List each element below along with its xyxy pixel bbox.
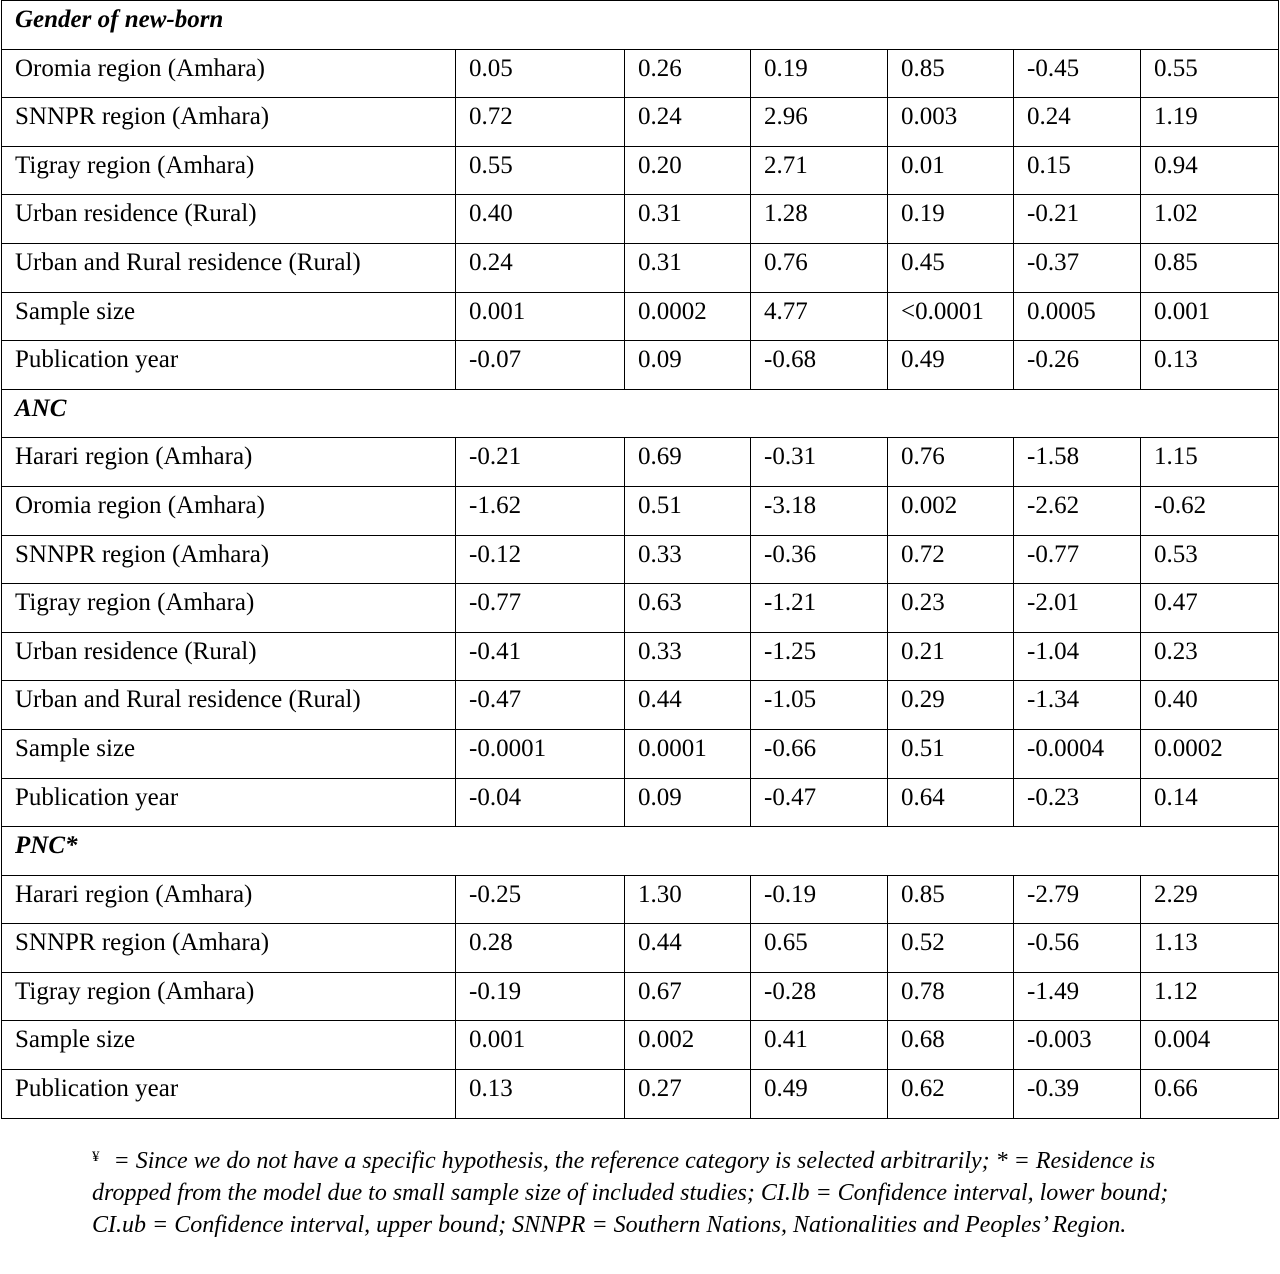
table-cell: 0.85 xyxy=(1141,243,1279,292)
table-cell: 0.68 xyxy=(888,1021,1014,1070)
row-label: Tigray region (Amhara) xyxy=(2,146,456,195)
table-cell: 0.15 xyxy=(1014,146,1141,195)
table-cell: -0.23 xyxy=(1014,778,1141,827)
section-title: Gender of new-born xyxy=(2,1,1279,50)
table-cell: 0.002 xyxy=(888,486,1014,535)
table-cell: 0.23 xyxy=(888,584,1014,633)
table-cell: 0.33 xyxy=(625,535,751,584)
table-cell: -0.68 xyxy=(751,341,888,390)
table-cell: 0.31 xyxy=(625,195,751,244)
table-row xyxy=(2,729,1279,778)
table-cell: 0.49 xyxy=(888,341,1014,390)
row-label: SNNPR region (Amhara) xyxy=(2,535,456,584)
table-row xyxy=(2,292,1279,341)
table-cell: 0.49 xyxy=(751,1070,888,1119)
table-cell: 0.41 xyxy=(751,1021,888,1070)
section-header-row xyxy=(2,389,1279,438)
table-row xyxy=(2,49,1279,98)
table-cell: -0.37 xyxy=(1014,243,1141,292)
table-cell: 0.67 xyxy=(625,972,751,1021)
table-row xyxy=(2,535,1279,584)
table-cell: 0.45 xyxy=(888,243,1014,292)
table-cell: 0.26 xyxy=(625,49,751,98)
row-label: Publication year xyxy=(2,341,456,390)
table-cell: -3.18 xyxy=(751,486,888,535)
table-row xyxy=(2,195,1279,244)
regression-table xyxy=(1,0,1279,1119)
table-cell: 0.19 xyxy=(888,195,1014,244)
table-row xyxy=(2,875,1279,924)
table-footnote xyxy=(92,1145,1192,1241)
table-cell: 0.76 xyxy=(888,438,1014,487)
table-cell: 1.19 xyxy=(1141,98,1279,147)
table-cell: 0.002 xyxy=(625,1021,751,1070)
table-cell: -1.25 xyxy=(751,632,888,681)
table-cell: 0.85 xyxy=(888,49,1014,98)
row-label: Sample size xyxy=(2,292,456,341)
table-cell: -0.36 xyxy=(751,535,888,584)
table-cell: 0.40 xyxy=(456,195,625,244)
row-label: SNNPR region (Amhara) xyxy=(2,924,456,973)
row-label: Publication year xyxy=(2,778,456,827)
section-header-row xyxy=(2,1,1279,50)
table-row xyxy=(2,681,1279,730)
table-cell: 0.63 xyxy=(625,584,751,633)
table-cell: -0.21 xyxy=(456,438,625,487)
table-cell: -0.04 xyxy=(456,778,625,827)
table-cell: -1.21 xyxy=(751,584,888,633)
table-row xyxy=(2,98,1279,147)
table-cell: 0.13 xyxy=(1141,341,1279,390)
table-row xyxy=(2,341,1279,390)
table-cell: 0.27 xyxy=(625,1070,751,1119)
table-cell: -1.34 xyxy=(1014,681,1141,730)
table-cell: -0.56 xyxy=(1014,924,1141,973)
table-cell: 0.01 xyxy=(888,146,1014,195)
table-cell: 0.003 xyxy=(888,98,1014,147)
table-cell: 0.31 xyxy=(625,243,751,292)
row-label: Harari region (Amhara) xyxy=(2,438,456,487)
table-cell: 1.28 xyxy=(751,195,888,244)
table-cell: 0.51 xyxy=(888,729,1014,778)
row-label: Urban residence (Rural) xyxy=(2,195,456,244)
table-row xyxy=(2,632,1279,681)
table-cell: 2.96 xyxy=(751,98,888,147)
table-cell: 0.66 xyxy=(1141,1070,1279,1119)
table-cell: 0.001 xyxy=(1141,292,1279,341)
footnote-text: = Since we do not have a specific hypothesis, the reference category is selected arbitrarily; * = Residence is dropped from the model due to small sample size of included studies; CI.lb = Confidence interval, lower bound; CI.ub = Confidence interval, upper bound; SNNPR = Southern Nations, Nationalities and Peoples’ Region. xyxy=(92,1148,1169,1238)
table-row xyxy=(2,584,1279,633)
table-cell: 0.0002 xyxy=(1141,729,1279,778)
section-title: PNC* xyxy=(2,827,1279,876)
row-label: Publication year xyxy=(2,1070,456,1119)
table-cell: 0.0001 xyxy=(625,729,751,778)
table-cell: 0.65 xyxy=(751,924,888,973)
table-cell: -0.25 xyxy=(456,875,625,924)
table-cell: 0.69 xyxy=(625,438,751,487)
table-cell: 0.05 xyxy=(456,49,625,98)
table-cell: -1.62 xyxy=(456,486,625,535)
table-cell: 0.004 xyxy=(1141,1021,1279,1070)
table-cell: -0.0004 xyxy=(1014,729,1141,778)
table-cell: -0.19 xyxy=(751,875,888,924)
table-cell: -0.62 xyxy=(1141,486,1279,535)
table-cell: 1.15 xyxy=(1141,438,1279,487)
row-label: Oromia region (Amhara) xyxy=(2,486,456,535)
table-cell: -1.04 xyxy=(1014,632,1141,681)
table-cell: -2.01 xyxy=(1014,584,1141,633)
table-cell: 2.71 xyxy=(751,146,888,195)
table-cell: -0.47 xyxy=(456,681,625,730)
table-cell: -0.45 xyxy=(1014,49,1141,98)
table-cell: 0.24 xyxy=(456,243,625,292)
table-cell: 0.33 xyxy=(625,632,751,681)
table-cell: -0.41 xyxy=(456,632,625,681)
table-cell: 0.78 xyxy=(888,972,1014,1021)
table-cell: -0.19 xyxy=(456,972,625,1021)
table-cell: 0.24 xyxy=(625,98,751,147)
table-cell: -1.05 xyxy=(751,681,888,730)
table-cell: 0.13 xyxy=(456,1070,625,1119)
row-label: Urban and Rural residence (Rural) xyxy=(2,243,456,292)
table-cell: -1.58 xyxy=(1014,438,1141,487)
table-cell: 0.85 xyxy=(888,875,1014,924)
row-label: Urban residence (Rural) xyxy=(2,632,456,681)
table-cell: 0.23 xyxy=(1141,632,1279,681)
table-cell: 0.94 xyxy=(1141,146,1279,195)
table-cell: 0.40 xyxy=(1141,681,1279,730)
table-cell: -0.0001 xyxy=(456,729,625,778)
table-cell: 2.29 xyxy=(1141,875,1279,924)
table-cell: 0.001 xyxy=(456,1021,625,1070)
table-cell: 0.52 xyxy=(888,924,1014,973)
table-cell: -2.62 xyxy=(1014,486,1141,535)
table-cell: 1.02 xyxy=(1141,195,1279,244)
table-row xyxy=(2,972,1279,1021)
table-cell: -0.77 xyxy=(456,584,625,633)
table-cell: 0.19 xyxy=(751,49,888,98)
table-cell: -0.12 xyxy=(456,535,625,584)
table-cell: 1.13 xyxy=(1141,924,1279,973)
table-row xyxy=(2,486,1279,535)
table-cell: 0.62 xyxy=(888,1070,1014,1119)
table-cell: 0.24 xyxy=(1014,98,1141,147)
table-cell: 0.76 xyxy=(751,243,888,292)
table-cell: -0.39 xyxy=(1014,1070,1141,1119)
table-cell: 0.09 xyxy=(625,778,751,827)
table-cell: 0.29 xyxy=(888,681,1014,730)
table-cell: -0.07 xyxy=(456,341,625,390)
table-cell: 0.47 xyxy=(1141,584,1279,633)
section-header-row xyxy=(2,827,1279,876)
table-cell: 0.28 xyxy=(456,924,625,973)
table-cell: 0.21 xyxy=(888,632,1014,681)
table-cell: 0.0002 xyxy=(625,292,751,341)
table-cell: 0.001 xyxy=(456,292,625,341)
table-cell: 0.20 xyxy=(625,146,751,195)
table-cell: -0.77 xyxy=(1014,535,1141,584)
table-cell: -1.49 xyxy=(1014,972,1141,1021)
table-row xyxy=(2,243,1279,292)
row-label: Oromia region (Amhara) xyxy=(2,49,456,98)
table-body xyxy=(2,1,1279,1119)
table-cell: 0.14 xyxy=(1141,778,1279,827)
table-cell: 0.72 xyxy=(888,535,1014,584)
table-row xyxy=(2,924,1279,973)
table-cell: -0.21 xyxy=(1014,195,1141,244)
row-label: Urban and Rural residence (Rural) xyxy=(2,681,456,730)
row-label: Tigray region (Amhara) xyxy=(2,972,456,1021)
table-cell: 0.51 xyxy=(625,486,751,535)
table-cell: -0.003 xyxy=(1014,1021,1141,1070)
table-cell: 0.09 xyxy=(625,341,751,390)
table-row xyxy=(2,146,1279,195)
table-cell: 1.12 xyxy=(1141,972,1279,1021)
table-cell: 0.44 xyxy=(625,924,751,973)
row-label: Harari region (Amhara) xyxy=(2,875,456,924)
section-title: ANC xyxy=(2,389,1279,438)
table-cell: -0.47 xyxy=(751,778,888,827)
table-cell: -0.26 xyxy=(1014,341,1141,390)
table-cell: -0.28 xyxy=(751,972,888,1021)
table-cell: 0.0005 xyxy=(1014,292,1141,341)
table-cell: 0.44 xyxy=(625,681,751,730)
row-label: Tigray region (Amhara) xyxy=(2,584,456,633)
table-cell: 1.30 xyxy=(625,875,751,924)
table-row xyxy=(2,1021,1279,1070)
row-label: SNNPR region (Amhara) xyxy=(2,98,456,147)
table-cell: -2.79 xyxy=(1014,875,1141,924)
table-cell: 0.55 xyxy=(456,146,625,195)
table-cell: -0.66 xyxy=(751,729,888,778)
table-cell: 4.77 xyxy=(751,292,888,341)
table-cell: 0.64 xyxy=(888,778,1014,827)
table-cell: 0.72 xyxy=(456,98,625,147)
table-row xyxy=(2,438,1279,487)
table-row xyxy=(2,1070,1279,1119)
table-cell: 0.55 xyxy=(1141,49,1279,98)
footnote-symbol: ¥ xyxy=(92,1149,100,1165)
table-row xyxy=(2,778,1279,827)
table-cell: -0.31 xyxy=(751,438,888,487)
row-label: Sample size xyxy=(2,729,456,778)
row-label: Sample size xyxy=(2,1021,456,1070)
table-cell: 0.53 xyxy=(1141,535,1279,584)
table-cell: <0.0001 xyxy=(888,292,1014,341)
